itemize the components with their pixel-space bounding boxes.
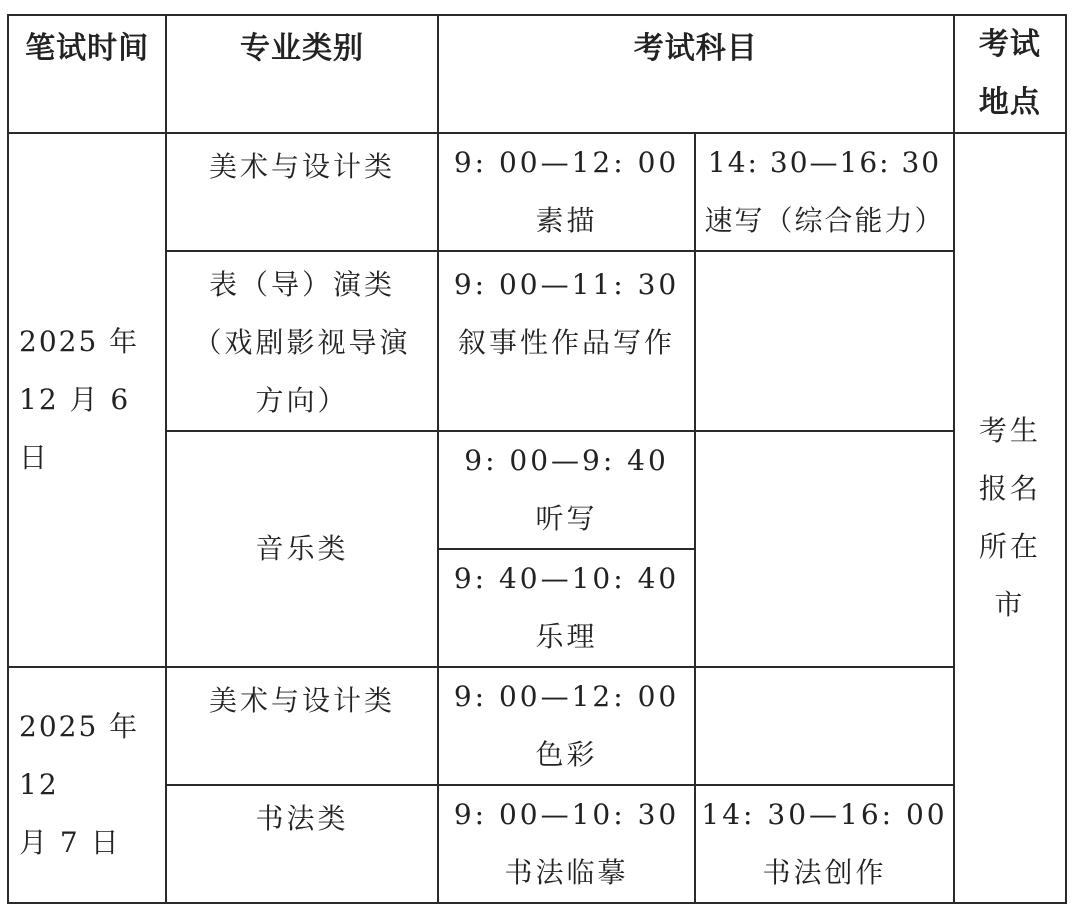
table-row [8,431,1066,549]
subject-cell-narrative: 9: 00—11: 30 叙事性作品写作 [438,251,695,431]
exam-schedule-table [7,14,1067,904]
subject-cell-empty [695,667,953,785]
subject-cell-empty [695,431,953,667]
major-cell-art-design: 美术与设计类 [166,667,438,785]
header-row [8,15,1066,133]
subject-cell-sketch: 9: 00—12: 00 素描 [438,133,695,251]
subject-cell-color: 9: 00—12: 00 色彩 [438,667,695,785]
table-row [8,133,1066,251]
subject-cell-theory: 9: 40—10: 40 乐理 [438,549,695,667]
header-date: 笔试时间 [8,15,166,133]
subject-cell-creation: 14: 30—16: 00 书法创作 [695,785,953,903]
subject-cell-empty [695,251,953,431]
table-row [8,251,1066,431]
date-cell-dec7: 2025 年 12 月 7 日 [8,667,166,903]
place-cell: 考生 报名 所在 市 [954,133,1066,903]
subject-cell-copying: 9: 00—10: 30 书法临摹 [438,785,695,903]
header-major: 专业类别 [166,15,438,133]
subject-cell-dictation: 9: 00—9: 40 听写 [438,431,695,549]
date-cell-dec6: 2025 年 12 月 6 日 [8,133,166,667]
major-cell-art-design: 美术与设计类 [166,133,438,251]
header-place: 考试 地点 [954,15,1066,133]
table-row [8,667,1066,785]
major-cell-music: 音乐类 [166,431,438,667]
table-row [8,785,1066,903]
subject-cell-quick-sketch: 14: 30—16: 30 速写（综合能力） [695,133,953,251]
major-cell-calligraphy: 书法类 [166,785,438,903]
header-subject: 考试科目 [438,15,954,133]
major-cell-drama: 表（导）演类 （戏剧影视导演 方向） [166,251,438,431]
